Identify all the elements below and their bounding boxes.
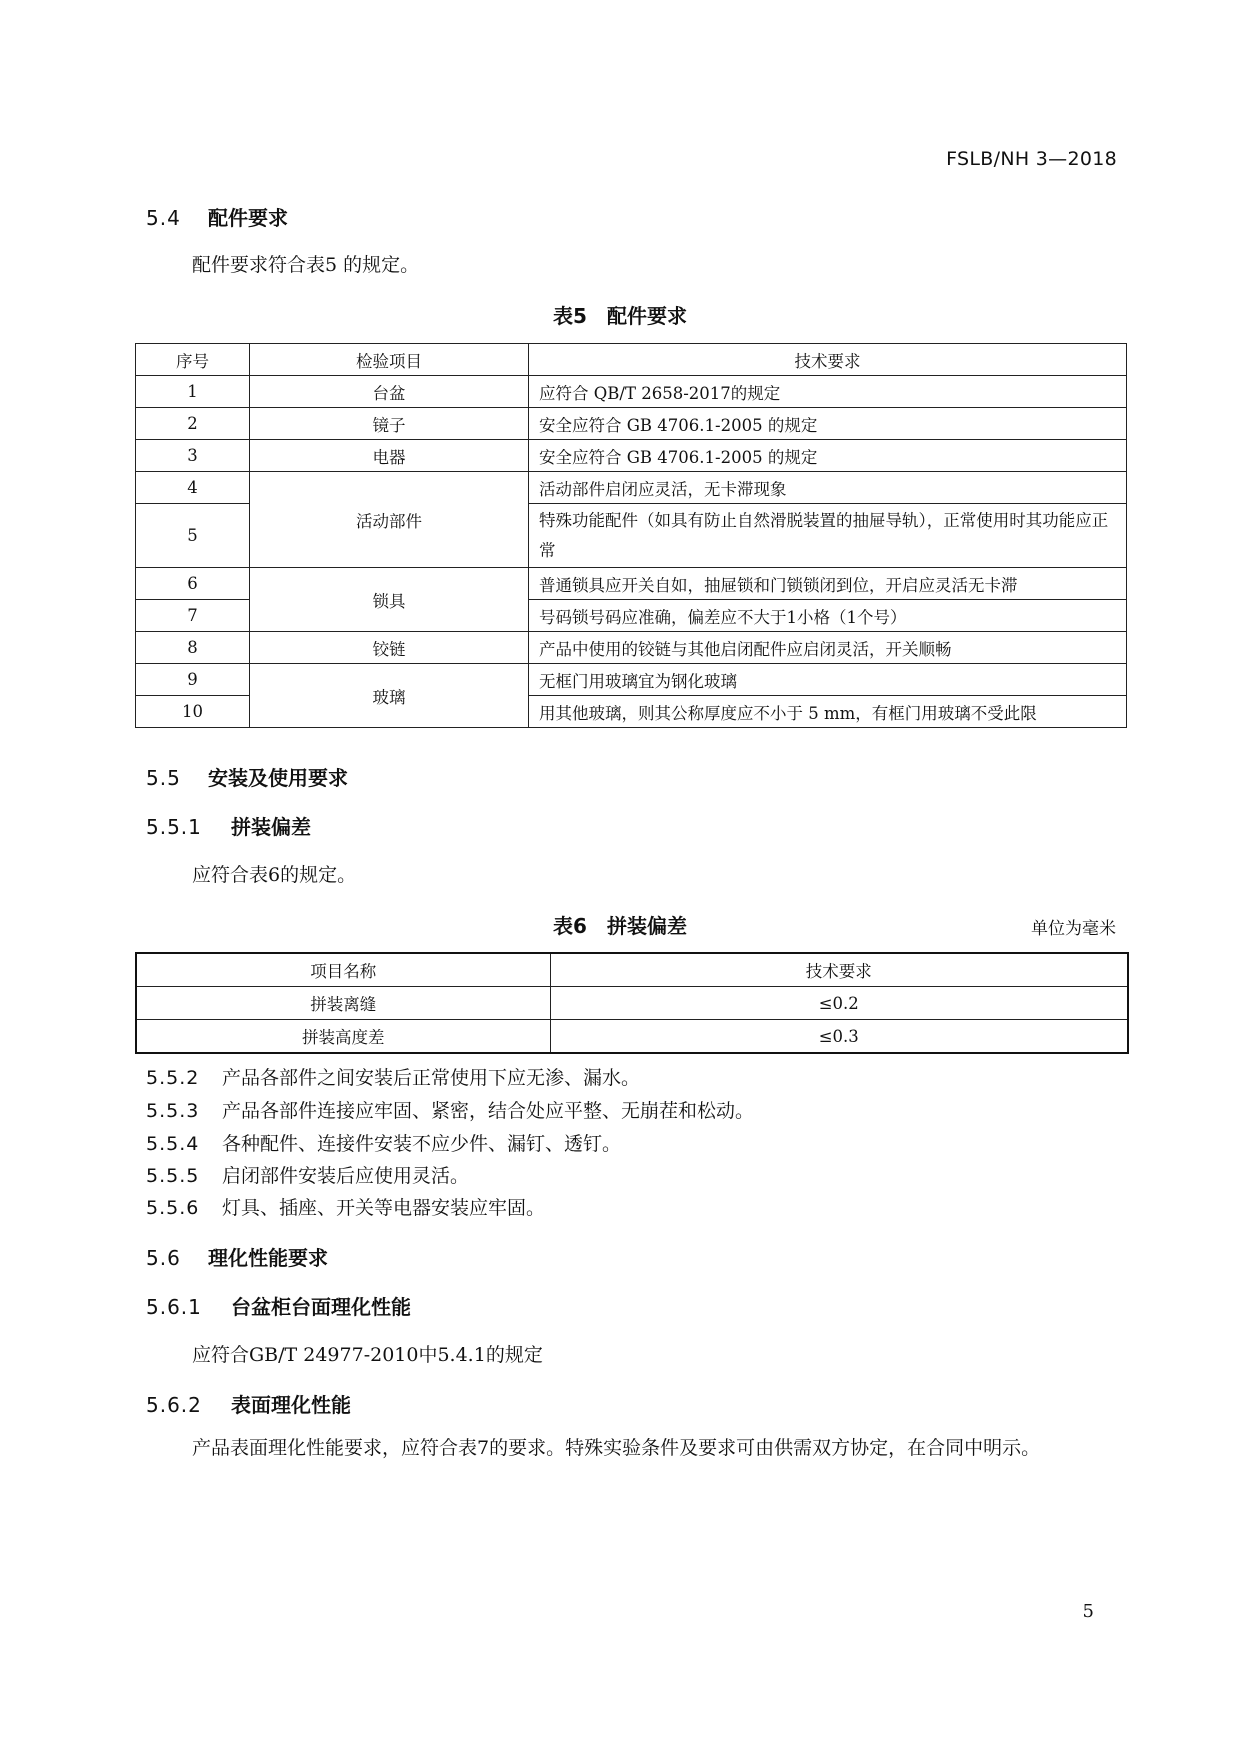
- section-title: 表面理化性能: [230, 1393, 351, 1417]
- table-row: [136, 376, 1127, 408]
- section-5-6-heading: [146, 1242, 328, 1271]
- column-header: 项目名称: [136, 953, 550, 987]
- table-row: [136, 568, 1127, 600]
- section-title: 台盆柜台面理化性能: [230, 1295, 411, 1319]
- section-5-6-2-text: 产品表面理化性能要求，应符合表7的要求。特殊实验条件及要求可由供需双方协定，在合同中明示。: [192, 1437, 1041, 1459]
- row-number: 5: [136, 504, 250, 568]
- section-5-5-1-text: 应符合表6的规定。: [192, 864, 357, 886]
- table-header-row: [136, 344, 1127, 376]
- section-number: 5.4: [146, 206, 181, 230]
- inspection-item: 电器: [250, 440, 529, 472]
- technical-requirement: 应符合 QB/T 2658-2017的规定: [529, 376, 1127, 408]
- table-row: [136, 1020, 1128, 1054]
- column-header: 检验项目: [250, 344, 529, 376]
- document-code: FSLB/NH 3—2018: [946, 148, 1117, 170]
- row-number: 3: [136, 440, 250, 472]
- table-header-row: [136, 953, 1128, 987]
- row-number: 1: [136, 376, 250, 408]
- inspection-item: 活动部件: [250, 472, 529, 568]
- technical-requirement: 号码锁号码应准确，偏差应不大于1小格（1个号）: [529, 600, 1127, 632]
- section-5-4-heading: [146, 202, 288, 231]
- clause-text: 启闭部件安装后应使用灵活。: [222, 1165, 470, 1187]
- technical-requirement: ≤0.2: [550, 987, 1128, 1020]
- table-row: [136, 408, 1127, 440]
- section-5-6-1-heading: [146, 1291, 411, 1320]
- clause-text: 产品各部件连接应牢固、紧密，结合处应平整、无崩茬和松动。: [222, 1100, 755, 1122]
- page-number: 5: [1082, 1601, 1094, 1622]
- clause-5-5-3: [146, 1096, 754, 1123]
- table6-assembly-deviation: [135, 952, 1129, 1054]
- table5-accessory-requirements: [135, 343, 1127, 728]
- section-5-5-1-heading: [146, 811, 311, 840]
- table-row: [136, 472, 1127, 504]
- section-5-6-2-heading: [146, 1389, 351, 1418]
- clause-text: 灯具、插座、开关等电器安装应牢固。: [222, 1197, 546, 1219]
- clause-5-5-2: [146, 1063, 640, 1090]
- section-5-4-text: 配件要求符合表5 的规定。: [192, 254, 420, 276]
- table-row: [136, 632, 1127, 664]
- row-number: 10: [136, 696, 250, 728]
- technical-requirement: 普通锁具应开关自如，抽屉锁和门锁锁闭到位，开启应灵活无卡滞: [529, 568, 1127, 600]
- item-name: 拼装离缝: [136, 987, 550, 1020]
- clause-5-5-6: [146, 1193, 545, 1220]
- column-header: 技术要求: [550, 953, 1128, 987]
- row-number: 8: [136, 632, 250, 664]
- technical-requirement: ≤0.3: [550, 1020, 1128, 1054]
- section-title: 理化性能要求: [207, 1246, 328, 1270]
- clause-number: 5.5.4: [146, 1133, 200, 1155]
- row-number: 2: [136, 408, 250, 440]
- technical-requirement: 安全应符合 GB 4706.1-2005 的规定: [529, 440, 1127, 472]
- technical-requirement: 用其他玻璃，则其公称厚度应不小于 5 mm，有框门用玻璃不受此限: [529, 696, 1127, 728]
- inspection-item: 锁具: [250, 568, 529, 632]
- row-number: 7: [136, 600, 250, 632]
- clause-number: 5.5.5: [146, 1165, 200, 1187]
- column-header: 序号: [136, 344, 250, 376]
- clause-5-5-4: [146, 1129, 621, 1156]
- clause-5-5-5: [146, 1161, 469, 1188]
- item-name: 拼装高度差: [136, 1020, 550, 1054]
- inspection-item: 铰链: [250, 632, 529, 664]
- section-number: 5.6: [146, 1246, 181, 1270]
- table5-caption: 表5 配件要求: [553, 304, 687, 328]
- inspection-item: 镜子: [250, 408, 529, 440]
- section-title: 配件要求: [207, 206, 288, 230]
- row-number: 6: [136, 568, 250, 600]
- section-5-6-1-text: 应符合GB/T 24977-2010中5.4.1的规定: [192, 1344, 543, 1366]
- section-number: 5.5: [146, 766, 181, 790]
- section-5-5-heading: [146, 762, 348, 791]
- table-row: [136, 987, 1128, 1020]
- technical-requirement: 活动部件启闭应灵活，无卡滞现象: [529, 472, 1127, 504]
- clause-text: 各种配件、连接件安装不应少件、漏钉、透钉。: [222, 1133, 622, 1155]
- table6-unit: 单位为毫米: [1031, 919, 1116, 939]
- section-title: 拼装偏差: [230, 815, 311, 839]
- inspection-item: 玻璃: [250, 664, 529, 728]
- section-number: 5.6.2: [146, 1393, 202, 1417]
- technical-requirement: 特殊功能配件（如具有防止自然滑脱装置的抽屉导轨），正常使用时其功能应正常: [529, 504, 1127, 568]
- table-row: [136, 664, 1127, 696]
- inspection-item: 台盆: [250, 376, 529, 408]
- section-number: 5.6.1: [146, 1295, 202, 1319]
- table6-caption: 表6 拼装偏差: [553, 914, 687, 938]
- clause-number: 5.5.3: [146, 1100, 200, 1122]
- clause-number: 5.5.6: [146, 1197, 200, 1219]
- section-number: 5.5.1: [146, 815, 202, 839]
- clause-number: 5.5.2: [146, 1067, 200, 1089]
- table-row: [136, 440, 1127, 472]
- technical-requirement: 安全应符合 GB 4706.1-2005 的规定: [529, 408, 1127, 440]
- column-header: 技术要求: [529, 344, 1127, 376]
- technical-requirement: 无框门用玻璃宜为钢化玻璃: [529, 664, 1127, 696]
- row-number: 4: [136, 472, 250, 504]
- row-number: 9: [136, 664, 250, 696]
- clause-text: 产品各部件之间安装后正常使用下应无渗、漏水。: [222, 1067, 641, 1089]
- section-title: 安装及使用要求: [207, 766, 348, 790]
- technical-requirement: 产品中使用的铰链与其他启闭配件应启闭灵活，开关顺畅: [529, 632, 1127, 664]
